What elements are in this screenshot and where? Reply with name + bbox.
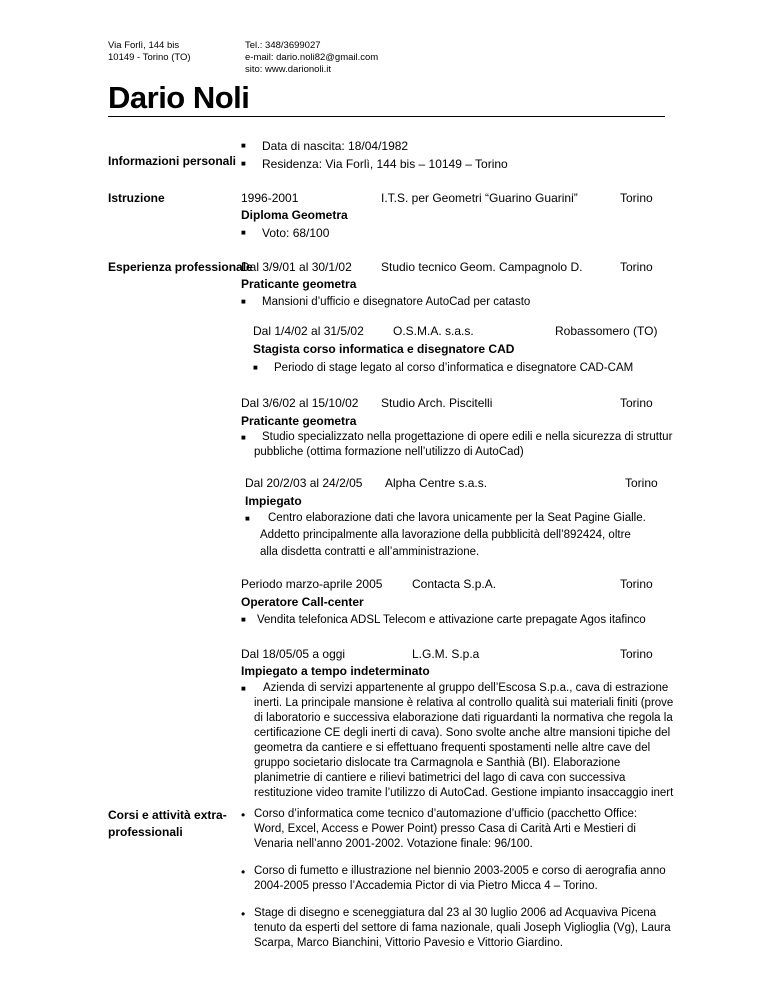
bullet-square-icon: ■ — [241, 615, 246, 624]
course-line: 2004-2005 presso l’Accademia Pictor di via Pietro Micca 4 – Torino. — [254, 880, 598, 892]
job-role: Stagista corso informatica e disegnatore CAD — [253, 342, 515, 356]
description-line: planimetrie di cantiere e rilievi batimetrici del lago di cava con successiva — [254, 772, 626, 784]
job-period: Dal 20/2/03 al 24/2/05 — [245, 476, 363, 490]
description-line: di laboratorio e successiva elaborazione dati riguardanti la normativa che regola la — [254, 712, 673, 724]
job-role: Praticante geometra — [241, 277, 357, 291]
contact-block — [245, 40, 378, 76]
bullet-square-icon: ■ — [241, 433, 246, 442]
job-role: Impiegato a tempo indeterminato — [241, 664, 430, 678]
job-period: Dal 3/6/02 al 15/10/02 — [241, 396, 359, 410]
job-company: L.G.M. S.p.a — [412, 647, 480, 661]
job-description: Periodo di stage legato al corso d’informatica e disegnatore CAD-CAM — [274, 362, 634, 374]
description-line: certificazione CE degli inerti di cava). Sono svolte anche altre mansioni tipiche del — [254, 727, 671, 739]
course-line: Venaria nell’anno 2001-2002. Votazione finale: 96/100. — [254, 838, 533, 850]
description-line: Studio specializzato nella progettazione di opere edili e nella sicurezza di struttur — [262, 431, 673, 443]
job-company: Alpha Centre s.a.s. — [385, 476, 488, 490]
section-heading-courses — [108, 807, 227, 841]
address-block — [108, 40, 191, 64]
description-line: Addetto principalmente alla lavorazione della pubblicità dell’892424, oltre — [260, 529, 631, 541]
bullet-square-icon: ■ — [241, 141, 246, 150]
section-heading-experience: Esperienza professionale — [108, 260, 253, 274]
job-company: O.S.M.A. s.a.s. — [393, 324, 474, 338]
course-item — [254, 864, 666, 894]
course-line: Stage di disegno e sceneggiatura dal 23 al 30 luglio 2006 ad Acquaviva Picena — [254, 907, 657, 919]
job-company: Contacta S.p.A. — [412, 577, 497, 591]
job-period: Dal 18/05/05 a oggi — [241, 647, 346, 661]
residence: Residenza: Via Forlì, 144 bis – 10149 – Torino — [262, 157, 508, 171]
job-description — [254, 681, 673, 801]
description-line: geometra da cantiere e si effettuano frequenti spostamenti nelle altre cave del — [254, 742, 651, 754]
job-city: Torino — [620, 577, 653, 591]
job-city: Robassomero (TO) — [555, 324, 658, 338]
person-name: Dario Noli — [108, 80, 250, 115]
course-line: Word, Excel, Access e Power Point) presso Casa di Carità Arti e Mestieri di — [254, 823, 636, 835]
job-company: Studio tecnico Geom. Campagnolo D. — [381, 260, 583, 274]
job-role: Praticante geometra — [241, 414, 357, 428]
bullet-square-icon: ■ — [241, 684, 246, 693]
description-line: restituzione video tramite l’utilizzo di AutoCad. Gestione impianto insaccaggio inert — [254, 787, 674, 799]
description-line: inerti. La principale mansione è relativa al controllo qualità sui materiali finiti (prove — [254, 697, 674, 709]
job-role: Operatore Call-center — [241, 595, 364, 609]
description-line: gruppo societario dislocate tra Carmagnola e Santhià (BI). Elaborazione — [254, 757, 621, 769]
description-line: Centro elaborazione dati che lavora unicamente per la Seat Pagine Gialle. — [268, 512, 646, 524]
bullet-square-icon: ■ — [241, 297, 246, 306]
education-grade: Voto: 68/100 — [262, 226, 330, 240]
job-city: Torino — [620, 647, 653, 661]
header-divider — [108, 116, 665, 117]
address-line: 10149 - Torino (TO) — [108, 52, 191, 63]
job-description: Mansioni d’ufficio e disegnatore AutoCad per catasto — [262, 296, 531, 308]
job-description — [262, 430, 702, 445]
job-city: Torino — [625, 476, 658, 490]
birth-date: Data di nascita: 18/04/1982 — [262, 139, 409, 153]
job-period: Dal 1/4/02 al 31/5/02 — [253, 324, 364, 338]
description-line: alla disdetta contratti e all’amministrazione. — [260, 546, 480, 558]
education-title: Diploma Geometra — [241, 208, 348, 222]
education-school: I.T.S. per Geometri “Guarino Guarini” — [381, 191, 578, 205]
bullet-square-icon: ■ — [241, 159, 246, 168]
section-heading-personal: Informazioni personali — [108, 154, 237, 168]
bullet-square-icon: ■ — [241, 228, 246, 237]
bullet-square-icon: ■ — [245, 514, 250, 523]
course-line: tenuto da esperti del settore di fama nazionale, quali Joseph Viglioglia (Vg), Laura — [254, 922, 671, 934]
email: e-mail: dario.noli82@gmail.com — [245, 52, 379, 63]
job-city: Torino — [620, 260, 653, 274]
course-item — [254, 906, 671, 951]
description-line: pubbliche (ottima formazione nell’utilizzo di AutoCad) — [254, 446, 524, 458]
course-line: Corso d’informatica come tecnico d’automazione d’ufficio (pacchetto Office: — [254, 808, 638, 820]
address-line: Via Forlì, 144 bis — [108, 40, 180, 51]
website: sito: www.darionoli.it — [245, 64, 332, 75]
job-period: Periodo marzo-aprile 2005 — [241, 577, 383, 591]
course-line: Corso di fumetto e illustrazione nel biennio 2003-2005 e corso di aerografia anno — [254, 865, 666, 877]
education-city: Torino — [620, 191, 653, 205]
bullet-dot-icon: • — [241, 808, 246, 822]
job-period: Dal 3/9/01 al 30/1/02 — [241, 260, 352, 274]
description-line: Azienda di servizi appartenente al gruppo dell’Escosa S.p.a., cava di estrazione — [263, 682, 669, 694]
course-item — [254, 807, 637, 852]
bullet-dot-icon: • — [241, 907, 246, 921]
phone: Tel.: 348/3699027 — [245, 40, 321, 51]
bullet-square-icon: ■ — [253, 363, 258, 372]
heading-line: professionali — [108, 825, 183, 839]
bullet-dot-icon: • — [241, 865, 246, 879]
course-line: Scarpa, Marco Bianchini, Vittorio Pavesio e Vittorio Giardino. — [254, 937, 563, 949]
job-role: Impiegato — [245, 494, 302, 508]
heading-line: Corsi e attività extra- — [108, 808, 227, 822]
job-company: Studio Arch. Piscitelli — [381, 396, 493, 410]
job-city: Torino — [620, 396, 653, 410]
section-heading-education: Istruzione — [108, 191, 165, 205]
job-description: Vendita telefonica ADSL Telecom e attivazione carte prepagate Agos itafinco — [257, 614, 646, 626]
education-period: 1996-2001 — [241, 191, 299, 205]
